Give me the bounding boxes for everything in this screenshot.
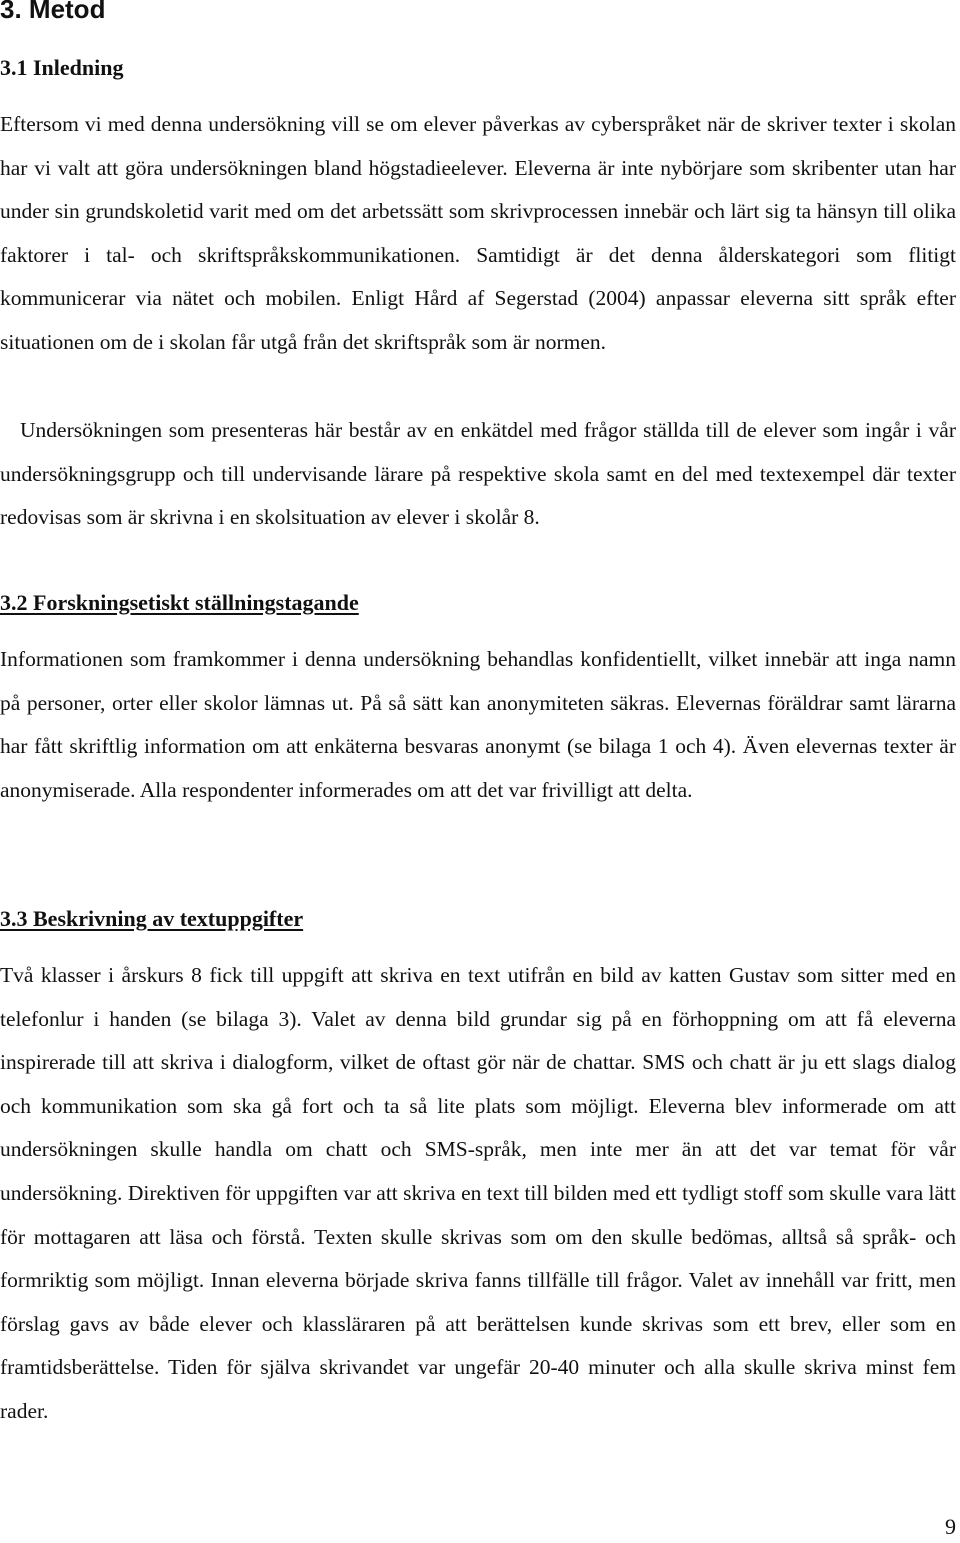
paragraph-forskningsetiskt: Informationen som framkommer i denna undersökning behandlas konfidentiellt, vilket innebär att inga namn på personer, orter eller skolor lämnas ut. På så sätt kan anonymiteten säkras. Elevernas föräldrar samt lärarna har fått skriftlig information om att enkäterna besvaras anonymt (se bilaga 1 och 4). Även elevernas texter är anonymiserade. Alla respondenter informerades om att det var frivilligt att delta. [0, 647, 956, 802]
paragraph-textuppgifter: Två klasser i årskurs 8 fick till uppgift att skriva en text utifrån en bild av katten Gustav som sitter med en telefonlur i handen (se bilaga 3). Valet av denna bild grundar sig på en förhoppning om att få eleverna inspirerade till att skriva i dialogform, vilket de oftast gör när de chattar. SMS och chatt är ju ett slags dialog och kommunikation som ska gå fort och ta så lite plats som möjligt. Eleverna blev informerade om att undersökningen skulle handla om chatt och SMS-språk, men inte mer än att det var temat för vår undersökning. Direktiven för uppgiften var att skriva en text till bilden med ett tydligt stoff som skulle vara lätt för mottagaren att läsa och förstå. Texten skulle skrivas som om den skulle bedömas, alltså så språk- och formriktig som möjligt. Innan eleverna började skriva fanns tillfälle till frågor. Valet av innehåll var fritt, men förslag gavs av både elever och klassläraren på att berättelsen kunde skrivas som ett brev, eller som en framtidsberättelse. Tiden för själva skrivandet var ungefär 20-40 minuter och alla skulle skriva minst fem rader. [0, 963, 956, 1423]
chapter-title: 3. Metod [0, 0, 106, 24]
section-heading-forskningsetiskt: 3.2 Forskningsetiskt ställningstagande [0, 590, 359, 615]
page-number: 9 [945, 1514, 956, 1539]
paragraph-inledning-2: Undersökningen som presenteras här består av en enkätdel med frågor ställda till de elever som ingår i vår undersökningsgrupp och till undervisande lärare på respektive skola samt en del med textexempel där texter redovisas som är skrivna i en skolsituation av elever i skolår 8. [0, 418, 956, 530]
section-heading-inledning: 3.1 Inledning [0, 55, 124, 80]
paragraph-inledning-1: Eftersom vi med denna undersökning vill se om elever påverkas av cyberspråket när de skriver texter i skolan har vi valt att göra undersökningen bland högstadieelever. Eleverna är inte nybörjare som skribenter utan har under sin grundskoletid varit med om det arbetssätt som skrivprocessen innebär och lärt sig ta hänsyn till olika faktorer i tal- och skriftspråkskommunikationen. Samtidigt är det denna ålderskategori som flitigt kommunicerar via nätet och mobilen. Enligt Hård af Segerstad (2004) anpassar eleverna sitt språk efter situationen om de i skolan får utgå från det skriftspråk som är normen. [0, 112, 956, 354]
section-heading-textuppgifter: 3.3 Beskrivning av textuppgifter [0, 906, 304, 931]
